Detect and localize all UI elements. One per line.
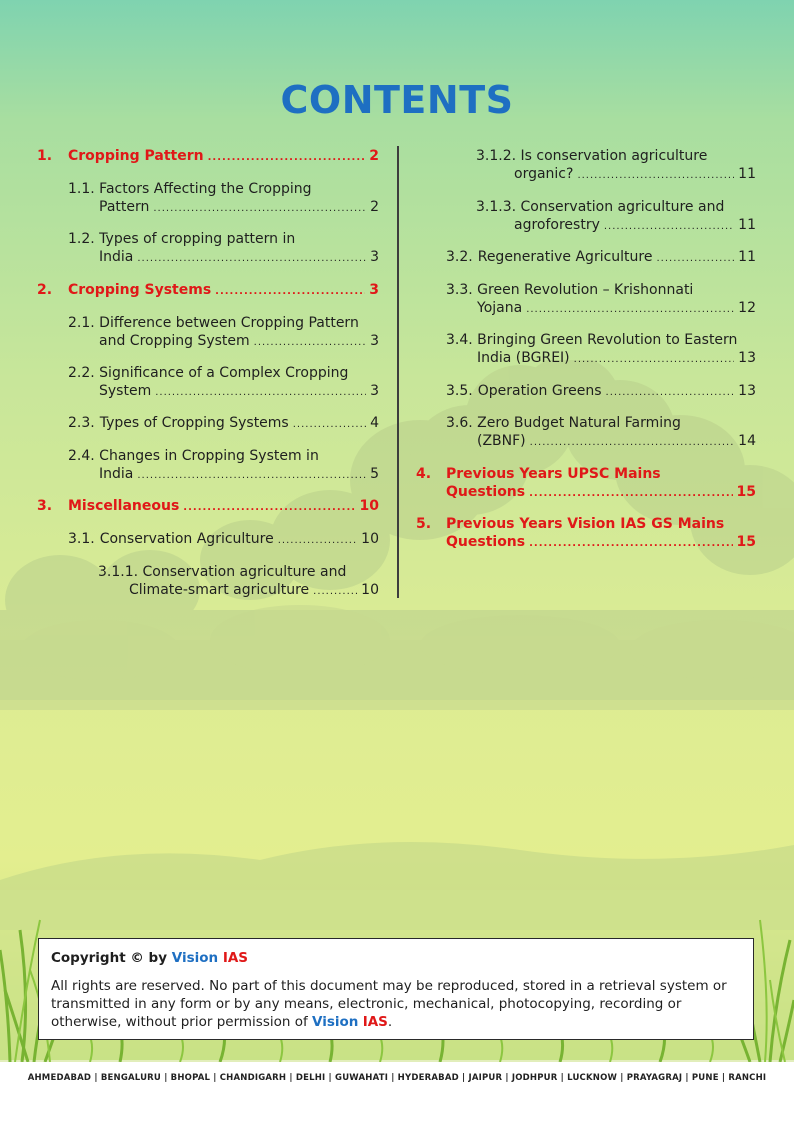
toc-entry-4[interactable] (416, 465, 756, 503)
brand-ias: IAS (362, 1014, 388, 1030)
toc-entry-3-6[interactable] (446, 414, 756, 452)
toc-entry-page: 3 (370, 249, 379, 265)
toc-leader-dots (293, 416, 366, 434)
toc-entry-1-1[interactable] (68, 180, 379, 218)
toc-entry-number: 2.4. (68, 448, 95, 464)
toc-leader-dots (606, 384, 735, 402)
toc-entry-label: Cropping Pattern (68, 148, 204, 164)
toc-entry-page: 15 (736, 534, 756, 550)
toc-leader-dots (529, 485, 732, 503)
toc-leader-dots (215, 283, 365, 301)
toc-entry-number: 3.1.1. (98, 564, 139, 580)
toc-entry-number: 2. (37, 282, 53, 298)
toc-entry-page: 11 (738, 217, 756, 233)
toc-entry-label: Factors Affecting the Cropping (99, 181, 312, 197)
toc-entry-label: Significance of a Complex Cropping (99, 365, 349, 381)
toc-leader-dots (137, 250, 366, 268)
toc-leader-dots (577, 167, 734, 185)
toc-entry-number: 1.2. (68, 231, 95, 247)
toc-leader-dots (278, 532, 357, 550)
toc-entry-number: 3.6. (446, 415, 473, 431)
toc-entry-3-5[interactable] (446, 382, 756, 402)
toc-entry-page: 4 (370, 415, 379, 431)
toc-entry-label: Green Revolution – Krishonnati (477, 282, 694, 298)
toc-entry-number: 2.3. (68, 415, 95, 431)
toc-entry-number: 3.5. (446, 383, 473, 399)
toc-entry-label-cont: Questions (446, 534, 526, 550)
toc-entry-3[interactable] (37, 497, 379, 517)
brand-vision: Vision (171, 950, 219, 966)
toc-entry-page: 14 (738, 433, 756, 449)
toc-entry-number: 3.2. (446, 249, 473, 265)
toc-entry-label: Conservation agriculture and (520, 199, 725, 215)
toc-entry-label-cont: Climate-smart agriculture (129, 582, 310, 598)
toc-leader-dots (526, 301, 734, 319)
toc-entry-number: 3.1.2. (476, 148, 517, 164)
column-divider (397, 146, 399, 598)
toc-entry-page: 11 (738, 166, 756, 182)
toc-entry-page: 13 (738, 350, 756, 366)
toc-entry-page: 2 (369, 148, 379, 164)
toc-entry-label-cont: agroforestry (514, 217, 600, 233)
toc-entry-5[interactable] (416, 515, 756, 553)
brand-vision: Vision (312, 1014, 359, 1030)
toc-entry-number: 4. (416, 466, 432, 482)
toc-entry-label: Conservation agriculture and (142, 564, 347, 580)
toc-entry-page: 11 (738, 249, 756, 265)
toc-entry-label: Regenerative Agriculture (477, 249, 653, 265)
toc-leader-dots (604, 218, 734, 236)
toc-leader-dots (530, 434, 735, 452)
toc-leader-dots (153, 200, 366, 218)
toc-entry-3-1[interactable] (68, 530, 379, 550)
toc-entry-page: 13 (738, 383, 756, 399)
toc-entry-2-2[interactable] (68, 364, 379, 402)
toc-entry-label-cont: India (99, 466, 134, 482)
page-title: CONTENTS (280, 78, 514, 122)
toc-leader-dots (254, 334, 366, 352)
toc-entry-2-1[interactable] (68, 314, 379, 352)
toc-entry-page: 3 (369, 282, 379, 298)
toc-entry-page: 10 (361, 582, 379, 598)
toc-entry-label: Types of Cropping Systems (99, 415, 289, 431)
toc-entry-page: 12 (738, 300, 756, 316)
copyright-text: All rights are reserved. No part of this document may be reproduced, stored in a retrieval system or transmitted in any form or by any means, electronic, mechanical, photocopying, recording or otherwise, without prior permission of Vision IAS. (51, 978, 727, 1030)
toc-entry-page: 10 (359, 498, 379, 514)
toc-entry-label-cont: System (99, 383, 152, 399)
toc-entry-number: 5. (416, 516, 432, 532)
toc-entry-3-2[interactable] (446, 248, 756, 268)
toc-entry-page: 5 (370, 466, 379, 482)
toc-entry-number: 2.2. (68, 365, 95, 381)
toc-entry-label-cont: (ZBNF) (477, 433, 526, 449)
toc-leader-dots (529, 535, 732, 553)
toc-entry-3-1-3[interactable] (476, 198, 756, 236)
toc-entry-2-4[interactable] (68, 447, 379, 485)
toc-entry-label: Cropping Systems (68, 282, 212, 298)
toc-entry-number: 1.1. (68, 181, 95, 197)
footer (0, 1062, 794, 1123)
toc-entry-number: 3.3. (446, 282, 473, 298)
toc-entry-number: 2.1. (68, 315, 95, 331)
toc-entry-3-1-1[interactable] (98, 563, 379, 601)
toc-leader-dots (208, 149, 366, 167)
toc-leader-dots (155, 384, 366, 402)
toc-entry-page: 3 (370, 383, 379, 399)
toc-entry-page: 15 (736, 484, 756, 500)
toc-entry-label: Previous Years Vision IAS GS Mains (446, 516, 725, 532)
toc-leader-dots (183, 499, 355, 517)
toc-entry-label: Changes in Cropping System in (99, 448, 319, 464)
toc-entry-label: Difference between Cropping Pattern (99, 315, 359, 331)
toc-leader-dots (137, 467, 366, 485)
toc-entry-3-3[interactable] (446, 281, 756, 319)
toc-entry-number: 3.1. (68, 531, 95, 547)
toc-leader-dots (313, 583, 357, 601)
toc-entry-1-2[interactable] (68, 230, 379, 268)
toc-entry-label: Operation Greens (477, 383, 602, 399)
toc-entry-label-cont: Pattern (99, 199, 150, 215)
toc-entry-label: Bringing Green Revolution to Eastern (477, 332, 738, 348)
toc-entry-label: Previous Years UPSC Mains (446, 466, 661, 482)
brand-ias: IAS (222, 950, 249, 966)
toc-entry-3-4[interactable] (446, 331, 756, 369)
toc-entry-label-cont: India (BGREI) (477, 350, 570, 366)
toc-entry-label-cont: and Cropping System (99, 333, 250, 349)
toc-entry-number: 3. (37, 498, 53, 514)
toc-leader-dots (574, 351, 735, 369)
toc-entry-2-3[interactable] (68, 414, 379, 434)
footer-city-list: AHMEDABAD | BENGALURU | BHOPAL | CHANDIGARH | DELHI | GUWAHATI | HYDERABAD | JAIPUR | JODHPUR | LUCKNOW | PRAYAGRAJ | PUNE | RANCHI (27, 1073, 767, 1083)
copyright-box (38, 938, 754, 1040)
toc-entry-label-cont: Questions (446, 484, 526, 500)
toc-entry-label-cont: India (99, 249, 134, 265)
toc-entry-3-1-2[interactable] (476, 147, 756, 185)
toc-entry-label-cont: organic? (514, 166, 574, 182)
toc-entry-label: Types of cropping pattern in (99, 231, 296, 247)
toc-entry-label: Conservation Agriculture (99, 531, 274, 547)
toc-entry-1[interactable] (37, 147, 379, 167)
copyright-heading: Copyright © by Vision IAS (51, 950, 249, 966)
toc-entry-number: 1. (37, 148, 53, 164)
toc-entry-page: 10 (361, 531, 379, 547)
toc-leader-dots (656, 250, 734, 268)
toc-entry-number: 3.4. (446, 332, 473, 348)
toc-entry-page: 2 (370, 199, 379, 215)
toc-entry-page: 3 (370, 333, 379, 349)
toc-entry-label: Is conservation agriculture (520, 148, 708, 164)
toc-entry-2[interactable] (37, 281, 379, 301)
toc-entry-number: 3.1.3. (476, 199, 517, 215)
toc-entry-label: Miscellaneous (68, 498, 180, 514)
toc-entry-label-cont: Yojana (477, 300, 523, 316)
toc-entry-label: Zero Budget Natural Farming (477, 415, 681, 431)
